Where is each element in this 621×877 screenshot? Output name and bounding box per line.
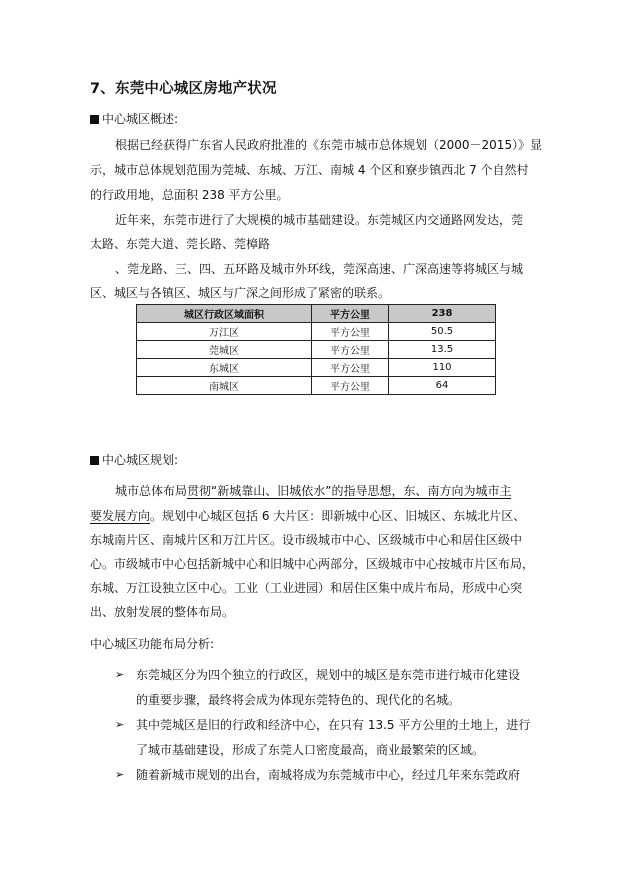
square-bullet-icon <box>90 456 99 465</box>
paragraph-line: 近年来，东莞市进行了大规模的城市基础建设。东莞城区内交通路网发达，莞 <box>115 213 524 227</box>
paragraph-line: 东城、万江设独立区中心。工业（工业进园）和居住区集中成片布局，形成中心突 <box>90 581 523 595</box>
paragraph-line: 心。市级城市中心包括新城中心和旧城中心两部分，区级城市中心按城市片区布局， <box>90 557 535 571</box>
square-bullet-icon <box>90 115 99 124</box>
table-header-cell: 238 <box>389 305 496 323</box>
table-cell: 平方公里 <box>312 341 389 359</box>
paragraph-line: 示，城市总体规划范围为莞城、东城、万江、南城 4 个区和寮步镇西北 7 个自然村 <box>90 163 529 177</box>
bullet-line: 其中莞城区是旧的行政和经济中心，在只有 13.5 平方公里的土地上，进行 <box>136 718 531 732</box>
table-cell: 平方公里 <box>312 359 389 377</box>
bullet-line: 东莞城区分为四个独立的行政区，规划中的城区是东莞市进行城市化建设 <box>136 668 521 682</box>
paragraph-line <box>90 508 525 524</box>
section-overview-heading <box>90 110 178 127</box>
text-span: 城市总体布局 <box>115 484 188 498</box>
paragraph-line: 根据已经获得广东省人民政府批准的《东莞市城市总体规划（2000－2015）》显 <box>115 138 543 152</box>
arrow-bullet-icon: ➢ <box>115 768 125 781</box>
bullet-line: 随着新城市规划的出台，南城将成为东莞城市中心，经过几年来东莞政府 <box>136 768 521 782</box>
underlined-text: 贯彻“新城靠山、旧城依水”的指导思想，东、南方向为城市主 <box>187 484 512 498</box>
table-header-cell: 平方公里 <box>312 305 389 323</box>
table-row <box>137 359 496 377</box>
arrow-bullet-icon: ➢ <box>115 668 125 681</box>
table-cell: 平方公里 <box>312 323 389 341</box>
paragraph-line: 的行政用地，总面积 238 平方公里。 <box>90 188 289 202</box>
district-area-table <box>136 304 496 395</box>
table-cell: 万江区 <box>137 323 312 341</box>
table-header-row <box>137 305 496 323</box>
section-heading-text: 中心城区概述: <box>102 112 179 126</box>
table-cell: 莞城区 <box>137 341 312 359</box>
page-title: 7、东莞中心城区房地产状况 <box>90 81 277 97</box>
paragraph-line: 太路、东莞大道、莞长路、莞樟路 <box>90 237 271 251</box>
table-cell: 南城区 <box>137 377 312 395</box>
underlined-text: 要发展方向 <box>90 509 151 523</box>
section-layout-heading: 中心城区功能布局分析: <box>90 637 215 651</box>
table-cell: 110 <box>389 359 496 377</box>
table-cell: 东城区 <box>137 359 312 377</box>
bullet-line: 了城市基础建设，形成了东莞人口密度最高，商业最繁荣的区域。 <box>136 743 485 757</box>
table-cell: 64 <box>389 377 496 395</box>
table-cell: 13.5 <box>389 341 496 359</box>
paragraph-line <box>115 483 511 499</box>
arrow-bullet-icon: ➢ <box>115 718 125 731</box>
table-row <box>137 323 496 341</box>
table-header-cell: 城区行政区域面积 <box>137 305 312 323</box>
bullet-line: 的重要步骤，最终将会成为体现东莞特色的、现代化的名城。 <box>136 693 461 707</box>
section-heading-text: 中心城区规划: <box>102 453 179 467</box>
table-cell: 平方公里 <box>312 377 389 395</box>
paragraph-line: 出、放射发展的整体布局。 <box>90 605 235 619</box>
text-span: 。规划中心城区包括 6 大片区：即新城中心区、旧城区、东城北片区、 <box>150 509 526 523</box>
table-row <box>137 341 496 359</box>
paragraph-line: 东城南片区、南城片区和万江片区。设市级城市中心、区级城市中心和居住区级中 <box>90 533 523 547</box>
table-cell: 50.5 <box>389 323 496 341</box>
section-planning-heading <box>90 451 178 468</box>
paragraph-line: 、莞龙路、三、四、五环路及城市外环线，莞深高速、广深高速等将城区与城 <box>115 262 524 276</box>
paragraph-line: 区、城区与各镇区、城区与广深之间形成了紧密的联系。 <box>90 286 391 300</box>
table-row <box>137 377 496 395</box>
